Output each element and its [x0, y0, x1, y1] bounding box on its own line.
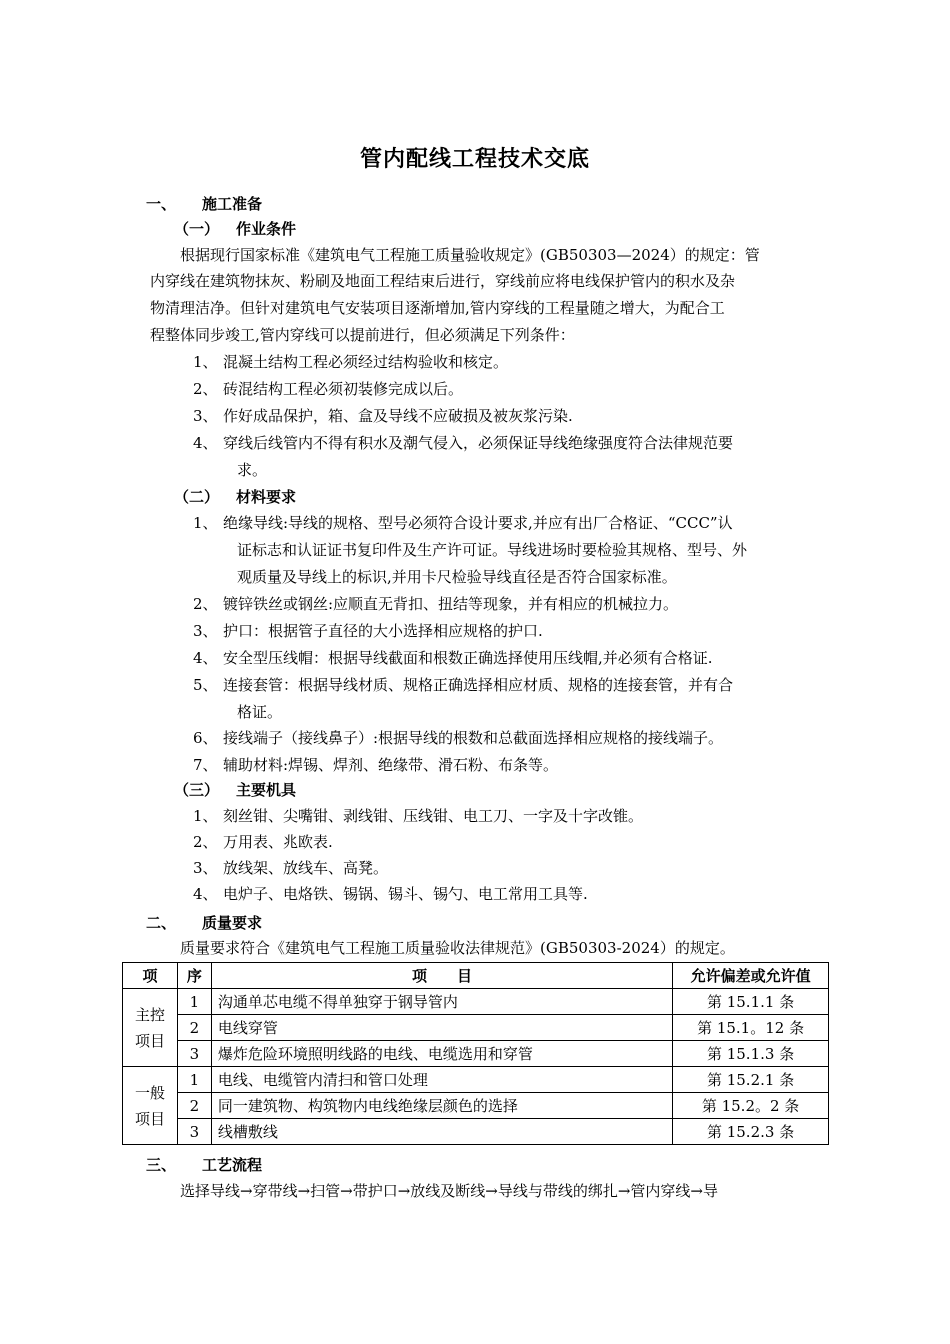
table-header: 允许偏差或允许值 [673, 963, 829, 989]
table-cell-seq: 3 [177, 1041, 211, 1067]
table-cell-value: 第 15.1.1 条 [673, 989, 829, 1015]
list-item: 2、 砖混结构工程必须初装修完成以后。 [193, 380, 464, 398]
table-cell-item: 爆炸危险环境照明线路的电线、电缆选用和穿管 [211, 1041, 672, 1067]
table-header: 项 目 [211, 963, 672, 989]
list-item: 1、 刻丝钳、尖嘴钳、剥线钳、压线钳、电工刀、一字及十字改锥。 [193, 807, 644, 825]
paragraph-line: 物清理洁净。但针对建筑电气安装项目逐渐增加,管内穿线的工程量随之增大，为配合工 [150, 299, 725, 317]
list-item-continuation: 格证。 [237, 703, 283, 721]
table-cell-item: 同一建筑物、构筑物内电线绝缘层颜色的选择 [211, 1093, 672, 1119]
table-cell-seq: 1 [177, 989, 211, 1015]
table-cell-value: 第 15.1。12 条 [673, 1015, 829, 1041]
paragraph-line: 质量要求符合《建筑电气工程施工质量验收法律规范》(GB50303-2024）的规定。 [180, 939, 735, 957]
paragraph-line: 选择导线→穿带线→扫管→带护口→放线及断线→导线与带线的绑扎→管内穿线→导 [180, 1182, 718, 1200]
table-cell-item: 电线、电缆管内清扫和管口处理 [211, 1067, 672, 1093]
subsection-heading-2: （二） 材料要求 [174, 488, 297, 506]
table-header-row [123, 963, 829, 989]
list-item: 4、 安全型压线帽：根据导线截面和根数正确选择使用压线帽,并必须有合格证. [193, 649, 713, 667]
list-item-continuation: 观质量及导线上的标识,并用卡尺检验导线直径是否符合国家标准。 [237, 568, 677, 586]
list-item: 3、 作好成品保护，箱、盒及导线不应破损及被灰浆污染. [193, 407, 573, 425]
list-item: 4、 电炉子、电烙铁、锡锅、锡斗、锡勺、电工常用工具等. [193, 885, 588, 903]
list-item: 1、 混凝土结构工程必须经过结构验收和核定。 [193, 353, 509, 371]
table-cell-seq: 3 [177, 1119, 211, 1145]
page-title: 管内配线工程技术交底 [359, 147, 590, 172]
list-item: 3、 放线架、放线车、高凳。 [193, 859, 389, 877]
list-item: 4、 穿线后线管内不得有积水及潮气侵入，必须保证导线绝缘强度符合法律规范要 [193, 434, 734, 452]
table-cell-seq: 1 [177, 1067, 211, 1093]
table-row [123, 1067, 829, 1093]
list-item: 1、 绝缘导线:导线的规格、型号必须符合设计要求,并应有出厂合格证、“CCC”认 [193, 514, 733, 532]
paragraph-line: 内穿线在建筑物抹灰、粉刷及地面工程结束后进行，穿线前应将电线保护管内的积水及杂 [150, 272, 736, 290]
section-heading-2: 二、 质量要求 [146, 914, 263, 932]
list-item: 2、 万用表、兆欧表. [193, 833, 333, 851]
table-row [123, 1041, 829, 1067]
paragraph-line: 根据现行国家标准《建筑电气工程施工质量验收规定》(GB50303—2024）的规定：管 [180, 246, 760, 264]
group-label-main: 主控 项目 [123, 989, 178, 1067]
paragraph-line: 程整体同步竣工,管内穿线可以提前进行，但必须满足下列条件： [150, 326, 575, 344]
quality-table [122, 962, 829, 1145]
list-item: 3、 护口：根据管子直径的大小选择相应规格的护口. [193, 622, 543, 640]
list-item-continuation: 求。 [237, 461, 268, 479]
table-cell-value: 第 15.1.3 条 [673, 1041, 829, 1067]
table-cell-seq: 2 [177, 1015, 211, 1041]
list-item: 5、 连接套管：根据导线材质、规格正确选择相应材质、规格的连接套管，并有合 [193, 676, 734, 694]
table-header: 项 [123, 963, 178, 989]
list-item-continuation: 证标志和认证证书复印件及生产许可证。导线进场时要检验其规格、型号、外 [237, 541, 748, 559]
list-item: 2、 镀锌铁丝或钢丝:应顺直无背扣、扭结等现象，并有相应的机械拉力。 [193, 595, 679, 613]
table-row [123, 989, 829, 1015]
table-cell-item: 线槽敷线 [211, 1119, 672, 1145]
table-header: 序 [177, 963, 211, 989]
list-item: 7、 辅助材料:焊锡、焊剂、绝缘带、滑石粉、布条等。 [193, 756, 559, 774]
list-item: 6、 接线端子（接线鼻子）:根据导线的根数和总截面选择相应规格的接线端子。 [193, 729, 724, 747]
table-cell-value: 第 15.2.1 条 [673, 1067, 829, 1093]
table-cell-value: 第 15.2。2 条 [673, 1093, 829, 1119]
table-cell-value: 第 15.2.3 条 [673, 1119, 829, 1145]
table-row [123, 1015, 829, 1041]
subsection-heading-1: （一） 作业条件 [174, 220, 297, 238]
table-cell-item: 沟通单芯电缆不得单独穿于钢导管内 [211, 989, 672, 1015]
subsection-heading-3: （三） 主要机具 [174, 781, 297, 799]
group-label-general: 一般 项目 [123, 1067, 178, 1145]
table-cell-seq: 2 [177, 1093, 211, 1119]
section-heading-1: 一、 施工准备 [146, 195, 263, 213]
table-row [123, 1119, 829, 1145]
section-heading-3: 三、 工艺流程 [146, 1156, 263, 1174]
table-cell-item: 电线穿管 [211, 1015, 672, 1041]
table-row [123, 1093, 829, 1119]
